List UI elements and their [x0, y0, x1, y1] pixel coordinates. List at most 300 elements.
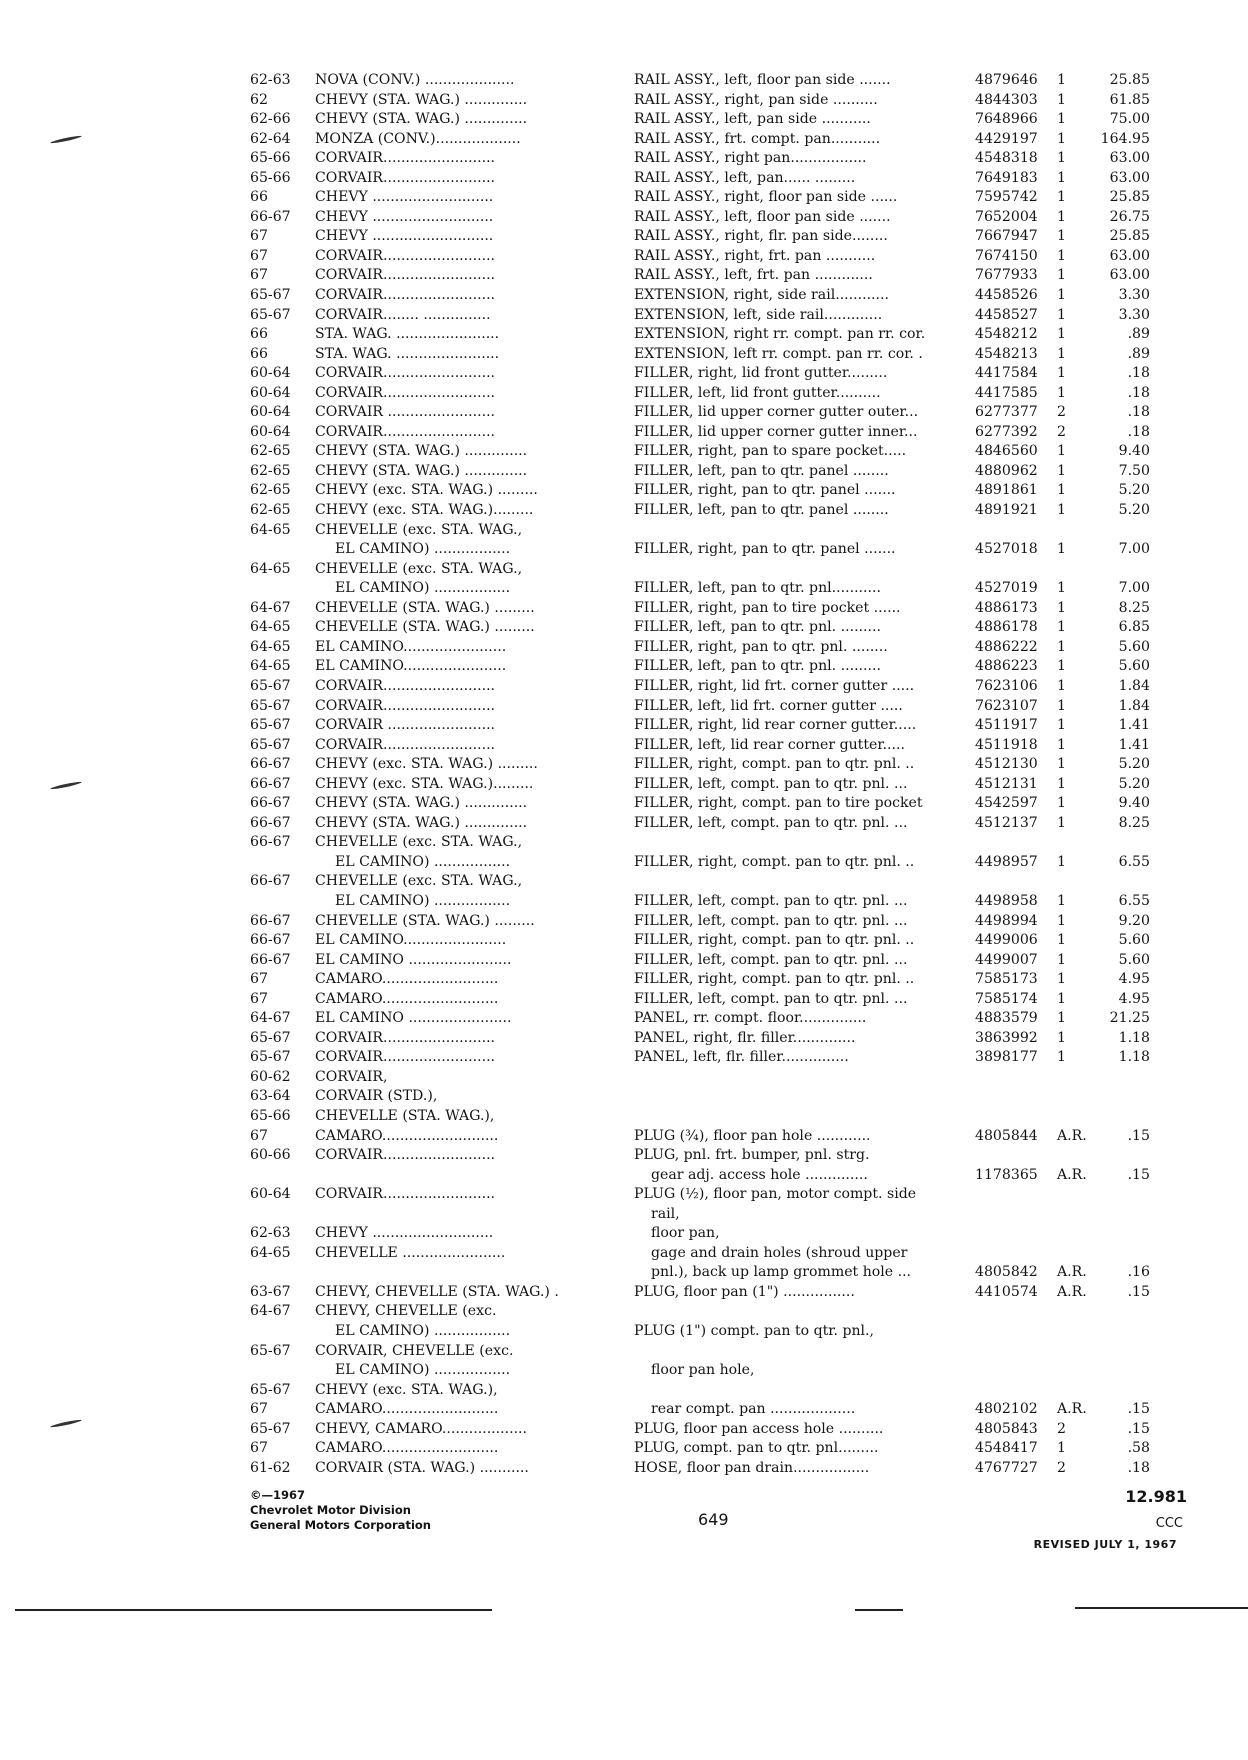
model-years: 67 — [250, 247, 268, 264]
part-number: 4846560 — [975, 443, 1038, 460]
quantity: 1 — [1057, 72, 1066, 88]
quantity: 1 — [1057, 189, 1066, 206]
model-years: 66-67 — [250, 834, 291, 851]
model-name: CHEVY (exc. STA. WAG.) ......... — [315, 756, 538, 773]
model-name: CAMARO.......................... — [315, 990, 499, 1007]
quantity: A.R. — [1057, 1283, 1087, 1300]
part-number: 4498957 — [975, 853, 1038, 870]
catalog-row — [250, 736, 1150, 756]
price: 5.60 — [1118, 638, 1150, 655]
part-number: 7667947 — [975, 228, 1038, 245]
catalog-row — [250, 423, 1150, 443]
model-years: 60-64 — [250, 365, 291, 382]
model-name: CORVAIR......................... — [315, 697, 496, 714]
model-name: CHEVY (STA. WAG.) .............. — [315, 91, 528, 108]
catalog-row — [250, 481, 1150, 501]
model-name: CHEVY, CAMARO................... — [315, 1420, 528, 1437]
part-description: gage and drain holes (shroud upper — [651, 1244, 908, 1261]
quantity: 1 — [1057, 756, 1066, 773]
price: .15 — [1127, 1401, 1150, 1418]
model-years: 66-67 — [250, 932, 291, 949]
price: 5.20 — [1118, 502, 1150, 519]
part-number: 4458526 — [975, 287, 1038, 304]
quantity: 1 — [1057, 638, 1066, 655]
catalog-row — [250, 1263, 1150, 1283]
part-number: 4805844 — [975, 1127, 1038, 1144]
catalog-row — [250, 755, 1150, 775]
model-name: EL CAMINO....................... — [315, 932, 507, 949]
quantity: 1 — [1057, 169, 1066, 186]
catalog-row — [250, 1107, 1150, 1127]
catalog-row — [250, 286, 1150, 306]
catalog-row — [250, 833, 1150, 853]
document-suffix: CCC — [1155, 1516, 1183, 1531]
model-years: 64-65 — [250, 521, 291, 538]
part-number: 4499006 — [975, 932, 1038, 949]
quantity: 1 — [1057, 228, 1066, 245]
part-number: 4805842 — [975, 1264, 1038, 1281]
model-years: 62 — [250, 91, 268, 108]
part-description: FILLER, left, lid rear corner gutter..... — [634, 736, 905, 753]
model-years: 62-66 — [250, 111, 291, 128]
model-years: 66 — [250, 326, 268, 343]
catalog-row — [250, 384, 1150, 404]
catalog-row — [250, 1322, 1150, 1342]
catalog-row — [250, 1087, 1150, 1107]
catalog-row — [250, 169, 1150, 189]
price: 25.85 — [1109, 228, 1150, 245]
model-name: CHEVELLE (exc. STA. WAG., — [315, 834, 523, 851]
model-name: CAMARO.......................... — [315, 1401, 499, 1418]
quantity: A.R. — [1057, 1264, 1087, 1281]
price: 1.84 — [1118, 697, 1150, 714]
price: 7.00 — [1118, 541, 1150, 558]
part-description: FILLER, right, pan to tire pocket ...... — [634, 599, 901, 616]
part-description: PLUG (¾), floor pan hole ............ — [634, 1127, 871, 1144]
quantity: 1 — [1057, 208, 1066, 225]
punch-hole-mark — [50, 1419, 82, 1429]
model-years: 62-65 — [250, 502, 291, 519]
quantity: 1 — [1057, 326, 1066, 343]
part-number: 4410574 — [975, 1283, 1038, 1300]
model-name: CHEVELLE (STA. WAG.) ......... — [315, 912, 535, 929]
price: 75.00 — [1109, 111, 1150, 128]
part-description: PANEL, rr. compt. floor............... — [634, 1010, 867, 1027]
model-name: NOVA (CONV.) .................... — [315, 72, 515, 88]
model-name: MONZA (CONV.)................... — [315, 130, 521, 147]
catalog-row — [250, 657, 1150, 677]
model-name: CHEVY (STA. WAG.) .............. — [315, 111, 528, 128]
part-description: FILLER, left, pan to qtr. pnl........... — [634, 580, 881, 597]
part-description: FILLER, left, lid frt. corner gutter ..... — [634, 697, 903, 714]
model-years: 66-67 — [250, 873, 291, 890]
catalog-row — [250, 1205, 1150, 1225]
model-years: 64-65 — [250, 560, 291, 577]
price: 8.25 — [1118, 599, 1150, 616]
model-name: CHEVELLE (STA. WAG.), — [315, 1107, 495, 1124]
model-years: 64-65 — [250, 658, 291, 675]
catalog-row — [250, 71, 1150, 91]
price: 9.40 — [1118, 443, 1150, 460]
model-name: EL CAMINO ....................... — [315, 1010, 512, 1027]
model-years: 63-67 — [250, 1283, 291, 1300]
part-number: 4417585 — [975, 384, 1038, 401]
quantity: 1 — [1057, 306, 1066, 323]
part-description: FILLER, right, compt. pan to qtr. pnl. .. — [634, 853, 915, 870]
catalog-row — [250, 1009, 1150, 1029]
model-name: CORVAIR......................... — [315, 736, 496, 753]
model-name: CHEVELLE (exc. STA. WAG., — [315, 560, 523, 577]
part-description: FILLER, left, pan to qtr. panel ........ — [634, 462, 889, 479]
part-description: PLUG (½), floor pan, motor compt. side — [634, 1186, 917, 1203]
model-name: CORVAIR......................... — [315, 1147, 496, 1164]
model-name: CHEVY (STA. WAG.) .............. — [315, 443, 528, 460]
quantity: 2 — [1057, 1459, 1066, 1476]
catalog-row — [250, 149, 1150, 169]
model-name: CORVAIR ........................ — [315, 717, 496, 734]
catalog-row — [250, 1146, 1150, 1166]
model-name: CORVAIR......................... — [315, 1049, 496, 1066]
quantity: 1 — [1057, 814, 1066, 831]
model-name: CAMARO.......................... — [315, 971, 499, 988]
model-name: EL CAMINO) ................. — [335, 853, 511, 870]
quantity: A.R. — [1057, 1401, 1087, 1418]
model-name: EL CAMINO) ................. — [335, 1323, 511, 1339]
model-name: CAMARO.......................... — [315, 1127, 499, 1144]
catalog-row — [250, 266, 1150, 286]
quantity: 1 — [1057, 853, 1066, 870]
model-years: 65-66 — [250, 1107, 291, 1124]
quantity: 1 — [1057, 932, 1066, 949]
model-name: EL CAMINO....................... — [315, 658, 507, 675]
part-description: FILLER, lid upper corner gutter outer... — [634, 404, 919, 421]
model-years: 65-67 — [250, 1381, 291, 1398]
price: 6.55 — [1118, 853, 1150, 870]
model-name: CORVAIR......................... — [315, 384, 496, 401]
model-years: 60-64 — [250, 384, 291, 401]
price: 1.18 — [1118, 1049, 1150, 1066]
quantity: 1 — [1057, 795, 1066, 812]
division-line: Chevrolet Motor Division — [250, 1503, 411, 1517]
catalog-row — [250, 1166, 1150, 1186]
model-name: EL CAMINO ....................... — [315, 951, 512, 968]
catalog-row — [250, 990, 1150, 1010]
part-description: FILLER, left, compt. pan to qtr. pnl. ... — [634, 912, 908, 929]
quantity: 1 — [1057, 1440, 1066, 1457]
model-name: CHEVELLE (STA. WAG.) ......... — [315, 619, 535, 636]
model-years: 64-65 — [250, 1244, 291, 1261]
catalog-row — [250, 306, 1150, 326]
part-description: EXTENSION, left rr. compt. pan rr. cor. . — [634, 345, 923, 362]
price: 5.20 — [1118, 775, 1150, 792]
quantity: 1 — [1057, 462, 1066, 479]
price: .18 — [1127, 404, 1150, 421]
model-years: 65-67 — [250, 677, 291, 694]
price: .15 — [1127, 1127, 1150, 1144]
catalog-row — [250, 775, 1150, 795]
part-description: rear compt. pan ................... — [651, 1401, 856, 1418]
model-years: 67 — [250, 1127, 268, 1144]
quantity: 1 — [1057, 580, 1066, 597]
model-name: CORVAIR......................... — [315, 365, 496, 382]
quantity: 1 — [1057, 267, 1066, 284]
model-name: STA. WAG. ....................... — [315, 326, 500, 343]
catalog-row — [250, 951, 1150, 971]
model-years: 60-62 — [250, 1068, 291, 1085]
model-years: 64-67 — [250, 1303, 291, 1320]
model-years: 61-62 — [250, 1459, 291, 1476]
quantity: 1 — [1057, 912, 1066, 929]
part-description: RAIL ASSY., right, flr. pan side........ — [634, 228, 888, 245]
model-name: CORVAIR......................... — [315, 287, 496, 304]
part-description: RAIL ASSY., right, frt. pan ........... — [634, 247, 876, 264]
quantity: 1 — [1057, 717, 1066, 734]
part-description: FILLER, left, compt. pan to qtr. pnl. ... — [634, 814, 908, 831]
model-name: CHEVY (STA. WAG.) .............. — [315, 462, 528, 479]
quantity: 2 — [1057, 423, 1066, 440]
catalog-row — [250, 1302, 1150, 1322]
catalog-row — [250, 1439, 1150, 1459]
model-years: 66-67 — [250, 208, 291, 225]
catalog-row — [250, 1185, 1150, 1205]
quantity: 1 — [1057, 619, 1066, 636]
price: .18 — [1127, 365, 1150, 382]
price: 63.00 — [1109, 247, 1150, 264]
quantity: 1 — [1057, 384, 1066, 401]
catalog-row — [250, 325, 1150, 345]
model-name: CORVAIR ........................ — [315, 404, 496, 421]
price: .15 — [1127, 1283, 1150, 1300]
model-name: EL CAMINO) ................. — [335, 580, 511, 597]
model-years: 65-67 — [250, 306, 291, 323]
model-years: 65-67 — [250, 1342, 291, 1359]
part-number: 7623107 — [975, 697, 1038, 714]
price: 1.18 — [1118, 1029, 1150, 1046]
part-number: 4891861 — [975, 482, 1038, 499]
part-description: FILLER, lid upper corner gutter inner... — [634, 423, 918, 440]
model-years: 66-67 — [250, 795, 291, 812]
part-description: FILLER, left, compt. pan to qtr. pnl. ... — [634, 892, 908, 909]
model-years: 66-67 — [250, 814, 291, 831]
part-description: FILLER, right, pan to qtr. panel ....... — [634, 482, 896, 499]
quantity: 1 — [1057, 1049, 1066, 1066]
quantity: 1 — [1057, 345, 1066, 362]
price: 5.60 — [1118, 932, 1150, 949]
model-years: 67 — [250, 267, 268, 284]
part-number: 4891921 — [975, 502, 1038, 519]
publisher-block — [250, 1488, 431, 1533]
quantity: 1 — [1057, 736, 1066, 753]
part-description: floor pan hole, — [651, 1362, 755, 1379]
catalog-row — [250, 1381, 1150, 1401]
quantity: 2 — [1057, 1420, 1066, 1437]
price: 5.20 — [1118, 756, 1150, 773]
part-number: 4429197 — [975, 130, 1038, 147]
catalog-row — [250, 716, 1150, 736]
model-name: CORVAIR......................... — [315, 1186, 496, 1203]
catalog-row — [250, 188, 1150, 208]
part-description: RAIL ASSY., frt. compt. pan........... — [634, 130, 881, 147]
model-years: 64-65 — [250, 638, 291, 655]
model-years: 66 — [250, 189, 268, 206]
model-name: CHEVY (STA. WAG.) .............. — [315, 795, 528, 812]
model-name: CORVAIR......................... — [315, 267, 496, 284]
model-name: CORVAIR, CHEVELLE (exc. — [315, 1342, 514, 1359]
quantity: A.R. — [1057, 1127, 1087, 1144]
catalog-row — [250, 1244, 1150, 1264]
model-years: 60-64 — [250, 1186, 291, 1203]
quantity: 1 — [1057, 599, 1066, 616]
quantity: 1 — [1057, 990, 1066, 1007]
punch-hole-mark — [50, 135, 82, 145]
catalog-row — [250, 403, 1150, 423]
part-description: FILLER, right, lid frt. corner gutter ..... — [634, 677, 915, 694]
quantity: 1 — [1057, 1029, 1066, 1046]
price: 63.00 — [1109, 267, 1150, 284]
part-number: 4802102 — [975, 1401, 1038, 1418]
catalog-row — [250, 1048, 1150, 1068]
model-years: 65-67 — [250, 736, 291, 753]
catalog-row — [250, 442, 1150, 462]
model-years: 62-64 — [250, 130, 291, 147]
part-number: 4879646 — [975, 72, 1038, 88]
price: .16 — [1127, 1264, 1150, 1281]
part-description: EXTENSION, right, side rail............ — [634, 287, 889, 304]
catalog-row — [250, 794, 1150, 814]
catalog-row — [250, 1420, 1150, 1440]
quantity: 1 — [1057, 247, 1066, 264]
part-number: 7677933 — [975, 267, 1038, 284]
price: 1.41 — [1118, 717, 1150, 734]
quantity: 1 — [1057, 365, 1066, 382]
price: .89 — [1127, 326, 1150, 343]
model-name: CHEVY ........................... — [315, 189, 494, 206]
part-description: FILLER, right, compt. pan to qtr. pnl. .. — [634, 932, 915, 949]
model-name: EL CAMINO....................... — [315, 638, 507, 655]
catalog-row — [250, 1068, 1150, 1088]
part-description: RAIL ASSY., left, floor pan side ....... — [634, 72, 891, 88]
catalog-row — [250, 1400, 1150, 1420]
part-description: PLUG, floor pan (1") ................ — [634, 1283, 855, 1300]
price: 25.85 — [1109, 189, 1150, 206]
part-description: RAIL ASSY., right pan................. — [634, 150, 867, 167]
catalog-row — [250, 853, 1150, 873]
price: 9.20 — [1118, 912, 1150, 929]
model-name: STA. WAG. ....................... — [315, 345, 500, 362]
catalog-row — [250, 1127, 1150, 1147]
price: 5.60 — [1118, 658, 1150, 675]
part-description: FILLER, right, pan to qtr. pnl. ........ — [634, 638, 888, 655]
part-number: 4880962 — [975, 462, 1038, 479]
part-description: gear adj. access hole .............. — [651, 1166, 868, 1183]
part-number: 4511917 — [975, 717, 1038, 734]
model-years: 64-65 — [250, 619, 291, 636]
part-description: FILLER, left, pan to qtr. pnl. ......... — [634, 619, 881, 636]
part-number: 4886173 — [975, 599, 1038, 616]
model-name: CHEVY, CHEVELLE (exc. — [315, 1303, 497, 1320]
part-description: FILLER, right, pan to spare pocket..... — [634, 443, 907, 460]
model-name: CHEVY ........................... — [315, 228, 494, 245]
model-name: CHEVELLE (exc. STA. WAG., — [315, 521, 523, 538]
model-name: CHEVY (exc. STA. WAG.)......... — [315, 502, 534, 519]
model-name: CHEVY, CHEVELLE (STA. WAG.) . — [315, 1283, 559, 1300]
model-name: EL CAMINO) ................. — [335, 892, 511, 909]
model-name: CHEVY (exc. STA. WAG.)......... — [315, 775, 534, 792]
part-number: 7595742 — [975, 189, 1038, 206]
part-number: 4527019 — [975, 580, 1038, 597]
price: .15 — [1127, 1420, 1150, 1437]
price: 21.25 — [1109, 1010, 1150, 1027]
price: .18 — [1127, 423, 1150, 440]
model-years: 65-66 — [250, 169, 291, 186]
price: 63.00 — [1109, 150, 1150, 167]
part-number: 4886178 — [975, 619, 1038, 636]
catalog-row — [250, 91, 1150, 111]
model-years: 67 — [250, 1401, 268, 1418]
model-years: 67 — [250, 990, 268, 1007]
scan-edge-line — [855, 1609, 903, 1611]
quantity: 1 — [1057, 658, 1066, 675]
part-number: 4548213 — [975, 345, 1038, 362]
model-name: CHEVELLE (STA. WAG.) ......... — [315, 599, 535, 616]
price: 3.30 — [1118, 287, 1150, 304]
model-name: CHEVY (exc. STA. WAG.) ......... — [315, 482, 538, 499]
model-years: 62-65 — [250, 462, 291, 479]
quantity: 1 — [1057, 1010, 1066, 1027]
part-description: FILLER, left, compt. pan to qtr. pnl. ... — [634, 990, 908, 1007]
model-name: CHEVY ........................... — [315, 208, 494, 225]
corporation-line: General Motors Corporation — [250, 1518, 431, 1532]
price: 1.84 — [1118, 677, 1150, 694]
price: 5.60 — [1118, 951, 1150, 968]
part-number: 7623106 — [975, 677, 1038, 694]
catalog-row — [250, 462, 1150, 482]
part-number: 4417584 — [975, 365, 1038, 382]
price: 4.95 — [1118, 971, 1150, 988]
part-number: 4886223 — [975, 658, 1038, 675]
price: .58 — [1127, 1440, 1150, 1457]
part-number: 7585173 — [975, 971, 1038, 988]
catalog-row — [250, 931, 1150, 951]
part-description: HOSE, floor pan drain................. — [634, 1459, 870, 1476]
part-description: PANEL, left, flr. filler............... — [634, 1049, 849, 1066]
price: 3.30 — [1118, 306, 1150, 323]
price: .18 — [1127, 1459, 1150, 1476]
part-description: PLUG, floor pan access hole .......... — [634, 1420, 884, 1437]
part-description: RAIL ASSY., left, pan...... ......... — [634, 169, 856, 186]
catalog-row — [250, 1342, 1150, 1362]
part-number: 1178365 — [975, 1166, 1038, 1183]
part-number: 4498994 — [975, 912, 1038, 929]
catalog-row — [250, 540, 1150, 560]
price: .15 — [1127, 1166, 1150, 1183]
price: 6.55 — [1118, 892, 1150, 909]
catalog-row — [250, 501, 1150, 521]
model-years: 60-66 — [250, 1147, 291, 1164]
part-description: RAIL ASSY., left, pan side ........... — [634, 111, 871, 128]
part-number: 4886222 — [975, 638, 1038, 655]
part-description: FILLER, left, pan to qtr. pnl. ......... — [634, 658, 881, 675]
part-number: 4499007 — [975, 951, 1038, 968]
model-years: 66-67 — [250, 912, 291, 929]
model-years: 65-67 — [250, 1029, 291, 1046]
quantity: 1 — [1057, 443, 1066, 460]
price: 61.85 — [1109, 91, 1150, 108]
part-description: pnl.), back up lamp grommet hole ... — [651, 1264, 912, 1281]
model-name: CORVAIR......................... — [315, 150, 496, 167]
part-number: 4548318 — [975, 150, 1038, 167]
model-name: CORVAIR (STA. WAG.) ........... — [315, 1459, 529, 1476]
